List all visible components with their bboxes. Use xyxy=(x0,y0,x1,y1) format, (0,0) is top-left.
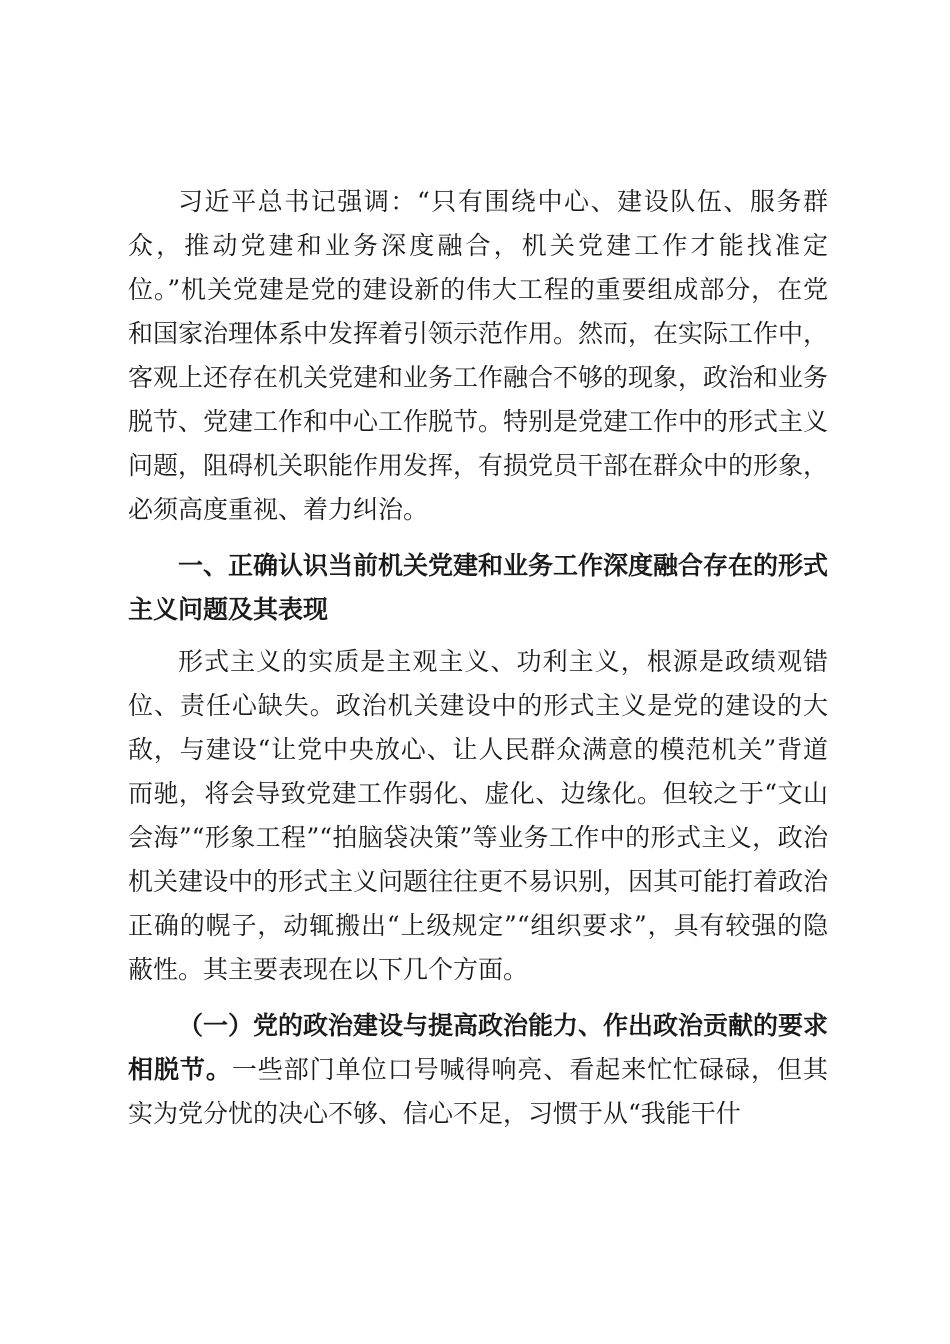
subsection-1-paragraph xyxy=(128,1004,828,1136)
section-1-paragraph: 形式主义的实质是主观主义、功利主义，根源是政绩观错位、责任心缺失。政治机关建设中的形式主义是党的建设的大敌，与建设“让党中央放心、让人民群众满意的模范机关”背道而驰，将会导致党建工作弱化、虚化、边缘化。但较之于“文山会海”“形象工程”“拍脑袋决策”等业务工作中的形式主义，政治机关建设中的形式主义问题往往更不易识别，因其可能打着政治正确的幌子，动辄搬出“上级规定”“组织要求”，具有较强的隐蔽性。其主要表现在以下几个方面。 xyxy=(128,647,829,984)
intro-paragraph: 习近平总书记强调：“只有围绕中心、建设队伍、服务群众，推动党建和业务深度融合，机关党建工作才能找准定位。”机关党建是党的建设新的伟大工程的重要组成部分，在党和国家治理体系中发挥着引领示范作用。然而，在实际工作中，客观上还存在机关党建和业务工作融合不够的现象，政治和业务脱节、党建工作和中心工作脱节。特别是党建工作中的形式主义问题，阻碍机关职能作用发挥，有损党员干部在群众中的形象，必须高度重视、着力纠治。 xyxy=(128,187,829,524)
subsection-1-text: 一些部门单位口号喊得响亮、看起来忙忙碌碌，但其实为党分忧的决心不够、信心不足，习惯于从“我能干什 xyxy=(128,1055,828,1128)
subsection-1-title: （一）党的政治建设与提高政治能力、作出政治贡献的要求相脱节。 xyxy=(128,1011,829,1084)
document-body xyxy=(128,180,828,1136)
section-heading-1: 一、正确认识当前机关党建和业务工作深度融合存在的形式主义问题及其表现 xyxy=(128,551,829,624)
